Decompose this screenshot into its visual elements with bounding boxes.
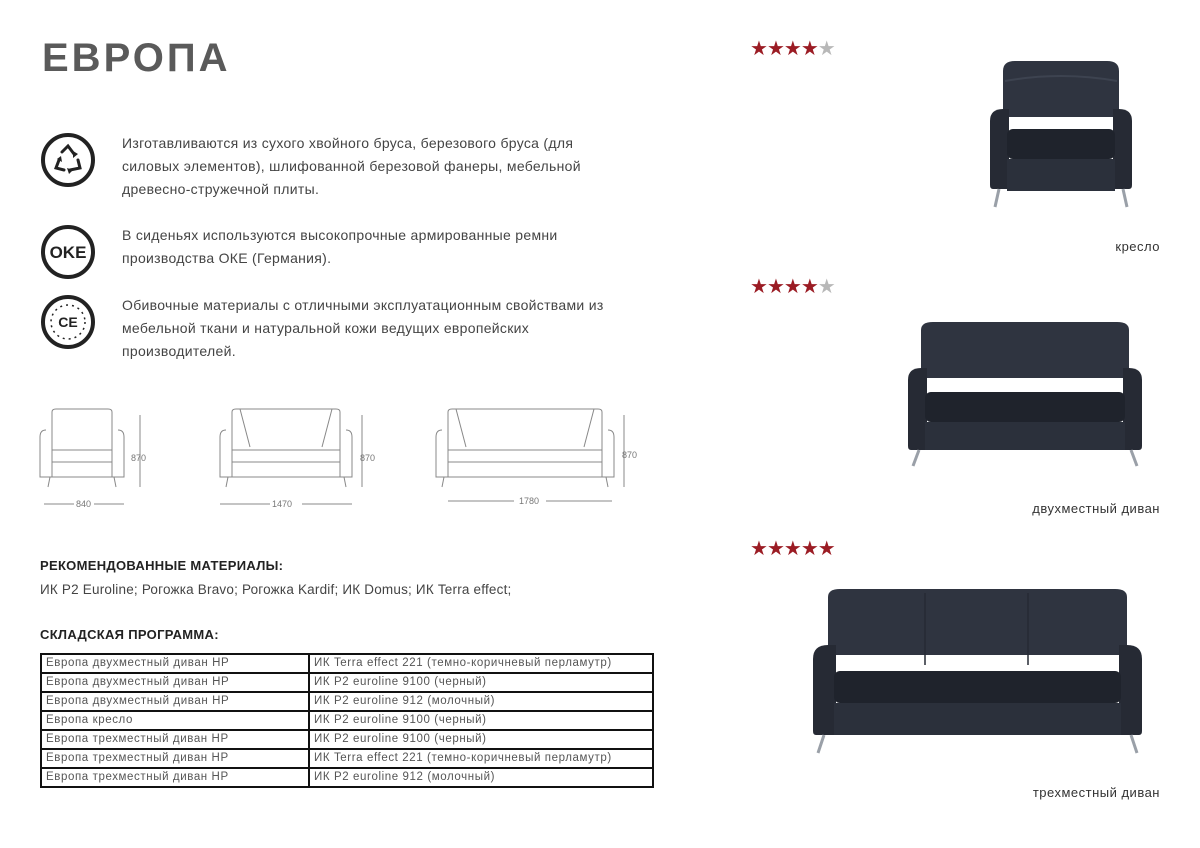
caption-two-seater: двухместный диван xyxy=(1032,501,1160,516)
star-filled-icon: ★ xyxy=(766,538,784,560)
table-row xyxy=(41,692,653,711)
star-filled-icon: ★ xyxy=(783,538,801,560)
two-seater-width: 1470 xyxy=(272,499,293,509)
table-row xyxy=(41,730,653,749)
table-cell-material: ИК P2 euroline 9100 (черный) xyxy=(309,711,653,730)
star-filled-icon: ★ xyxy=(766,38,784,60)
materials-text: ИК P2 Euroline; Рогожка Bravo; Рогожка Kardif; ИК Domus; ИК Terra effect; xyxy=(40,582,512,597)
rating-three-seater xyxy=(750,539,835,559)
ce-stars-icon xyxy=(40,294,96,350)
star-filled-icon: ★ xyxy=(817,538,835,560)
table-row xyxy=(41,749,653,768)
armchair-photo xyxy=(985,57,1135,212)
star-filled-icon: ★ xyxy=(766,276,784,298)
table-cell-model: Европа кресло xyxy=(41,711,309,730)
armchair-scheme xyxy=(40,409,124,487)
table-row xyxy=(41,673,653,692)
caption-three-seater: трехместный диван xyxy=(1032,785,1160,800)
table-cell-model: Европа трехместный диван HP xyxy=(41,749,309,768)
three-seater-width: 1780 xyxy=(519,496,540,506)
caption-armchair: кресло xyxy=(1115,239,1160,254)
table-cell-material: ИК P2 euroline 9100 (черный) xyxy=(309,673,653,692)
star-filled-icon: ★ xyxy=(800,538,818,560)
star-filled-icon: ★ xyxy=(800,38,818,60)
star-filled-icon: ★ xyxy=(800,276,818,298)
table-row xyxy=(41,711,653,730)
table-row xyxy=(41,654,653,673)
two-seater-height: 870 xyxy=(360,453,376,463)
table-cell-material: ИК Terra effect 221 (темно-коричневый перламутр) xyxy=(309,654,653,673)
armchair-width: 840 xyxy=(76,499,92,509)
stock-heading: СКЛАДСКАЯ ПРОГРАММА: xyxy=(40,627,219,642)
feature-oke-text: В сиденьях используются высокопрочные армированные ремни производства ОКЕ (Германия). xyxy=(122,227,558,266)
table-cell-model: Европа двухместный диван HP xyxy=(41,654,309,673)
star-empty-icon: ★ xyxy=(817,38,835,60)
table-cell-model: Европа двухместный диван HP xyxy=(41,692,309,711)
feature-upholstery-text: Обивочные материалы с отличными эксплуатационным свойствами из мебельной ткани и натуральной кожи ведущих европейских производителей. xyxy=(122,297,604,359)
table-cell-model: Европа трехместный диван HP xyxy=(41,768,309,787)
table-cell-material: ИК P2 euroline 912 (молочный) xyxy=(309,768,653,787)
table-cell-model: Европа двухместный диван HP xyxy=(41,673,309,692)
armchair-height: 870 xyxy=(131,453,147,463)
svg-text:OKE: OKE xyxy=(49,243,87,262)
table-cell-material: ИК Terra effect 221 (темно-коричневый перламутр) xyxy=(309,749,653,768)
rating-armchair xyxy=(750,39,835,59)
page-title: ЕВРОПА xyxy=(42,36,231,80)
materials-heading: РЕКОМЕНДОВАННЫЕ МАТЕРИАЛЫ: xyxy=(40,558,284,573)
table-cell-material: ИК P2 euroline 912 (молочный) xyxy=(309,692,653,711)
star-empty-icon: ★ xyxy=(817,276,835,298)
svg-text:CE: CE xyxy=(58,314,78,330)
feature-materials-text: Изготавливаются из сухого хвойного бруса, березового бруса (для силовых элементов), шлифованной березовой фанеры, мебельной древесно-стружечной плиты. xyxy=(122,135,581,197)
three-seater-height: 870 xyxy=(622,450,638,460)
two-seater-scheme xyxy=(220,409,352,487)
stock-table xyxy=(40,653,654,788)
two-seater-photo xyxy=(905,318,1145,470)
three-seater-photo xyxy=(810,585,1145,757)
rating-two-seater xyxy=(750,277,835,297)
oke-logo-icon xyxy=(40,224,96,280)
recycle-icon xyxy=(40,132,96,188)
table-cell-material: ИК P2 euroline 9100 (черный) xyxy=(309,730,653,749)
star-filled-icon: ★ xyxy=(783,276,801,298)
table-row xyxy=(41,768,653,787)
star-filled-icon: ★ xyxy=(750,538,767,560)
table-cell-model: Европа трехместный диван HP xyxy=(41,730,309,749)
star-filled-icon: ★ xyxy=(750,38,767,60)
three-seater-scheme xyxy=(436,409,614,487)
dimension-schemes xyxy=(30,395,650,520)
star-filled-icon: ★ xyxy=(783,38,801,60)
star-filled-icon: ★ xyxy=(750,276,767,298)
